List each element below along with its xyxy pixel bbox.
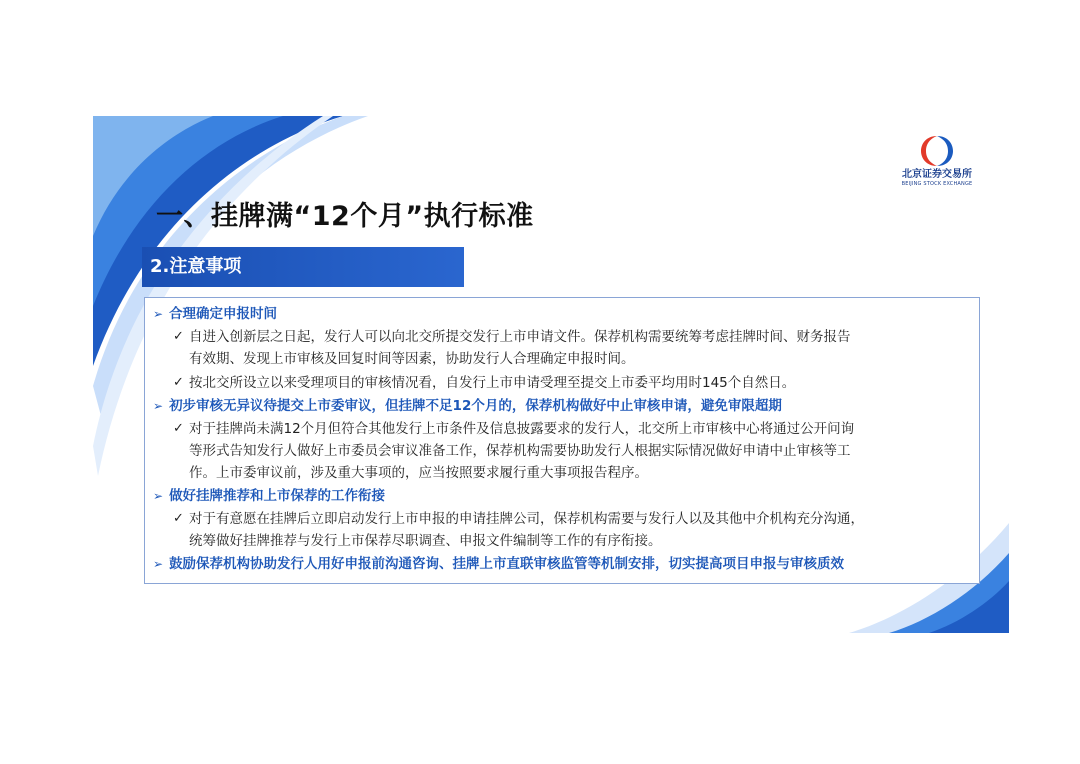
notes-content-box <box>144 297 980 584</box>
logo-name-en: BEIJING STOCK EXCHANGE <box>901 181 973 187</box>
point-1-sub-2: ✓ 按北交所设立以来受理项目的审核情况看，自发行上市申请受理至提交上市委平均用时145个自然日。 <box>189 372 795 394</box>
page-title: 一、挂牌满“12个月”执行标准 <box>156 201 534 232</box>
check-icon: ✓ <box>173 511 184 526</box>
point-3-sub-1: ✓ 对于有意愿在挂牌后立即启动发行上市申报的申请挂牌公司，保荐机构需要与发行人以及其他中介机构充分沟通， 统筹做好挂牌推荐与发行上市保荐尽职调查、申报文件编制等工作的有序衔接。 <box>189 508 864 552</box>
arrow-bullet-icon: ➢ <box>153 489 164 503</box>
point-heading-1: ➢ 合理确定申报时间 <box>153 306 278 322</box>
section-title: 2.注意事项 <box>150 256 242 277</box>
check-icon: ✓ <box>173 375 184 390</box>
point-2-sub-1: ✓ 对于挂牌尚未满12个月但符合其他发行上市条件及信息披露要求的发行人，北交所上市审核中心将通过公开问询 等形式告知发行人做好上市委员会审议准备工作，保荐机构需要协助发行人根据实际情况做好申请中止审核等工 作。上市委审议前，涉及重大事项的，应当按照要求履行重大事项报告程序。 <box>189 418 854 484</box>
check-icon: ✓ <box>173 329 184 344</box>
slide <box>93 116 1009 633</box>
logo-name-cn: 北京证券交易所 <box>902 169 972 180</box>
check-icon: ✓ <box>173 421 184 436</box>
arrow-bullet-icon: ➢ <box>153 557 164 571</box>
exchange-logo <box>897 134 977 194</box>
point-1-sub-1: ✓ 自进入创新层之日起，发行人可以向北交所提交发行上市申请文件。保荐机构需要统筹考虑挂牌时间、财务报告 有效期、发现上市审核及回复时间等因素，协助发行人合理确定申报时间。 <box>189 326 851 370</box>
arrow-bullet-icon: ➢ <box>153 399 164 413</box>
arrow-bullet-icon: ➢ <box>153 307 164 321</box>
section-header-bar <box>142 247 464 287</box>
point-heading-4: ➢ 鼓励保荐机构协助发行人用好申报前沟通咨询、挂牌上市直联审核监管等机制安排，切实提高项目申报与审核质效 <box>153 556 845 572</box>
bse-logo-icon <box>918 134 956 168</box>
point-heading-2: ➢ 初步审核无异议待提交上市委审议，但挂牌不足12个月的，保荐机构做好中止审核申请，避免审限超期 <box>153 398 782 414</box>
point-heading-3: ➢ 做好挂牌推荐和上市保荐的工作衔接 <box>153 488 386 504</box>
